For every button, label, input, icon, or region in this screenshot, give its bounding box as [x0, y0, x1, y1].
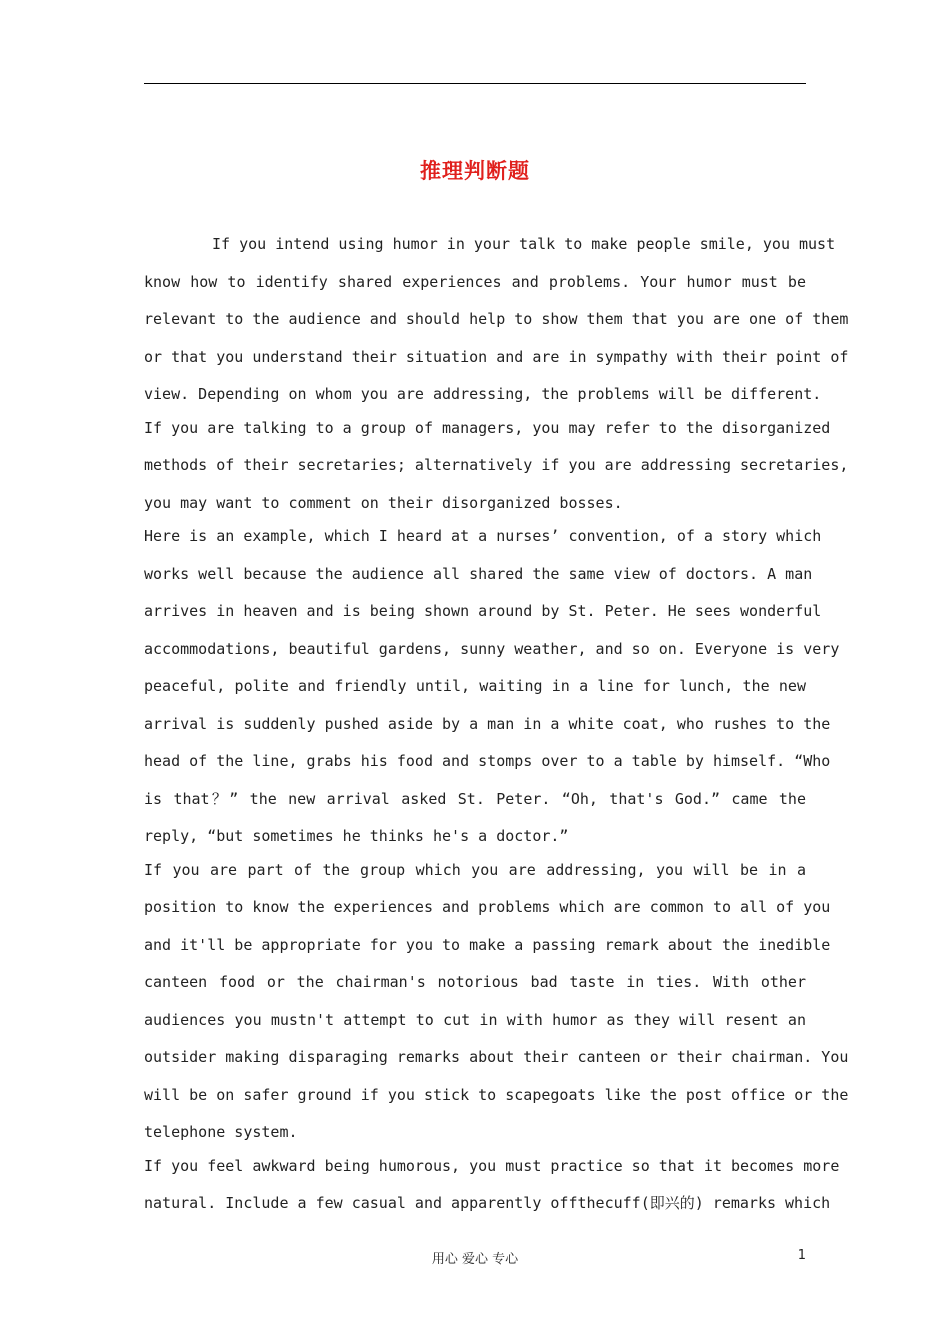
text-line: If you intend using humor in your talk to make people smile, you must — [212, 235, 836, 253]
text-line: view. Depending on whom you are addressing, the problems will be different. — [144, 385, 822, 403]
paragraph-2 — [144, 410, 849, 523]
text-line: reply, “but sometimes he thinks he's a doctor.” — [144, 827, 569, 845]
text-line: you may want to comment on their disorganized bosses. — [144, 493, 623, 512]
paragraph-1 — [144, 226, 849, 414]
text-line: natural. Include a few casual and apparently offthecuff(即兴的) remarks which — [144, 1194, 831, 1212]
text-line: works well because the audience all shared the same view of doctors. A man — [144, 564, 813, 583]
header-rule — [144, 83, 806, 84]
text-line: will be on safer ground if you stick to scapegoats like the post office or the — [144, 1085, 849, 1104]
paragraph-5 — [144, 1148, 840, 1223]
text-line: head of the line, grabs his food and stomps over to a table by himself. “Who — [144, 752, 831, 770]
text-line: is that？” the new arrival asked St. Peter. “Oh, that's God.” came the — [144, 789, 806, 808]
text-line: If you are talking to a group of managers, you may refer to the disorganized — [144, 418, 831, 437]
text-line: arrival is suddenly pushed aside by a man in a white coat, who rushes to the — [144, 714, 831, 733]
text-line: outsider making disparaging remarks about their canteen or their chairman. You — [144, 1048, 849, 1066]
text-line: peaceful, polite and friendly until, waiting in a line for lunch, the new — [144, 677, 806, 695]
article-body — [144, 226, 849, 1223]
footer-motto: 用心 爱心 专心 — [431, 1252, 519, 1267]
text-line: and it'll be appropriate for you to make a passing remark about the inedible — [144, 935, 831, 954]
text-line: canteen food or the chairman's notorious bad taste in ties. With other — [144, 973, 806, 991]
text-line: If you feel awkward being humorous, you must practice so that it becomes more — [144, 1156, 840, 1175]
text-line: telephone system. — [144, 1123, 298, 1141]
paragraph-4 — [144, 852, 849, 1152]
page-number: 1 — [797, 1248, 806, 1263]
text-line: methods of their secretaries; alternatively if you are addressing secretaries, — [144, 456, 849, 474]
text-line: relevant to the audience and should help to show them that you are one of them — [144, 310, 849, 328]
text-line: arrives in heaven and is being shown around by St. Peter. He sees wonderful — [144, 602, 822, 620]
paragraph-3 — [144, 518, 840, 856]
text-line: Here is an example, which I heard at a nurses’ convention, of a story which — [144, 527, 822, 545]
document-title: 推理判断题 — [420, 159, 530, 183]
text-line: or that you understand their situation and are in sympathy with their point of — [144, 347, 849, 366]
text-line: know how to identify shared experiences and problems. Your humor must be — [144, 272, 806, 291]
text-line: accommodations, beautiful gardens, sunny weather, and so on. Everyone is very — [144, 639, 840, 658]
text-line: If you are part of the group which you are addressing, you will be in a — [144, 860, 806, 879]
text-line: audiences you mustn't attempt to cut in with humor as they will resent an — [144, 1010, 806, 1029]
text-line: position to know the experiences and problems which are common to all of you — [144, 898, 831, 916]
